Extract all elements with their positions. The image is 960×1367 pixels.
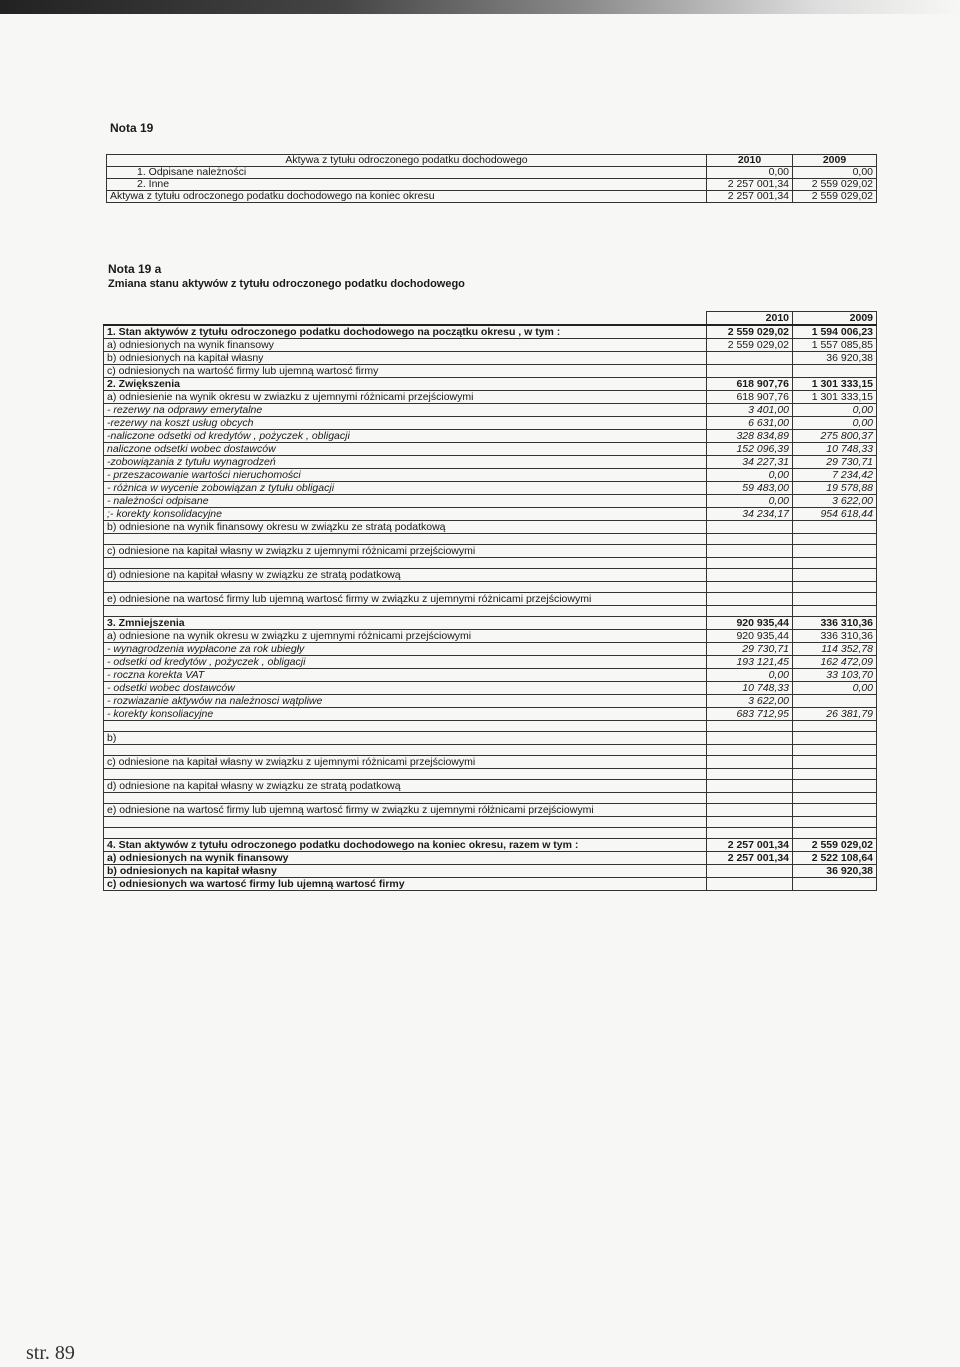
table-row xyxy=(104,852,877,865)
value-2010 xyxy=(707,865,793,878)
table-row xyxy=(104,708,877,721)
table-row xyxy=(104,545,877,558)
value-2010: 0,00 xyxy=(707,469,793,482)
table-row xyxy=(104,352,877,365)
value-2009: 336 310,36 xyxy=(793,630,877,643)
nota19a-title: Nota 19 a xyxy=(108,262,162,276)
empty-cell xyxy=(707,534,793,545)
row-label: c) odniesionych wa wartosć firmy lub ujemną wartosć firmy xyxy=(104,878,707,891)
value-2010: 3 622,00 xyxy=(707,695,793,708)
value-2010: 920 935,44 xyxy=(707,617,793,630)
empty-cell xyxy=(104,558,707,569)
value-2010: 29 730,71 xyxy=(707,643,793,656)
row-label: b) odniesionych na kapitał własny xyxy=(104,352,707,365)
value-2010: 152 096,39 xyxy=(707,443,793,456)
value-2010: 2 257 001,34 xyxy=(707,839,793,852)
value-2010: 2 257 001,34 xyxy=(707,852,793,865)
value-2010 xyxy=(707,352,793,365)
spacer-row xyxy=(104,828,877,839)
value-2010 xyxy=(707,545,793,558)
nota19-header-label: Aktywa z tytułu odroczonego podatku dochodowego xyxy=(107,155,707,167)
value-2010: 10 748,33 xyxy=(707,682,793,695)
page-number: str. 89 xyxy=(26,1342,75,1364)
empty-cell xyxy=(707,745,793,756)
value-2009: 0,00 xyxy=(793,404,877,417)
value-2010 xyxy=(707,732,793,745)
table-row xyxy=(104,839,877,852)
nota19-table xyxy=(106,154,877,203)
empty-cell xyxy=(793,793,877,804)
value-2010 xyxy=(707,569,793,582)
value-2009: 10 748,33 xyxy=(793,443,877,456)
empty-cell xyxy=(104,828,707,839)
table-row xyxy=(104,878,877,891)
row-label: - rozwiazanie aktywów na należnosci wątpliwe xyxy=(104,695,707,708)
value-2009 xyxy=(793,593,877,606)
row-label: 2. Inne xyxy=(107,179,707,191)
value-2010: 34 234,17 xyxy=(707,508,793,521)
empty-cell xyxy=(707,769,793,780)
empty-cell xyxy=(707,582,793,593)
table-row xyxy=(107,155,877,167)
empty-cell xyxy=(707,828,793,839)
table-row xyxy=(104,682,877,695)
table-row xyxy=(104,456,877,469)
value-2009: 0,00 xyxy=(793,167,877,179)
empty-cell xyxy=(104,721,707,732)
table-row xyxy=(104,617,877,630)
value-2009: 954 618,44 xyxy=(793,508,877,521)
spacer-row xyxy=(104,817,877,828)
value-2009: 1 594 006,23 xyxy=(793,325,877,339)
value-2010 xyxy=(707,521,793,534)
value-2009 xyxy=(793,780,877,793)
nota19a-header-2010: 2010 xyxy=(707,312,793,326)
row-label: - roczna korekta VAT xyxy=(104,669,707,682)
value-2009: 162 472,09 xyxy=(793,656,877,669)
nota19a-subtitle: Zmiana stanu aktywów z tytułu odroczonego podatku dochodowego xyxy=(108,278,465,290)
row-label: d) odniesione na kapitał własny w związku ze stratą podatkową xyxy=(104,780,707,793)
table-row xyxy=(104,404,877,417)
value-2010: 618 907,76 xyxy=(707,391,793,404)
value-2010: 0,00 xyxy=(707,167,793,179)
empty-cell xyxy=(707,817,793,828)
table-row xyxy=(104,780,877,793)
table-row xyxy=(104,593,877,606)
value-2010: 618 907,76 xyxy=(707,378,793,391)
table-row xyxy=(104,312,877,326)
value-2009: 336 310,36 xyxy=(793,617,877,630)
table-row xyxy=(104,643,877,656)
empty-cell xyxy=(793,769,877,780)
value-2009: 36 920,38 xyxy=(793,352,877,365)
spacer-row xyxy=(104,534,877,545)
table-row xyxy=(104,443,877,456)
row-label: - odsetki od kredytów , pożyczek , obligacji xyxy=(104,656,707,669)
table-row xyxy=(107,191,877,203)
empty-cell xyxy=(793,558,877,569)
empty-cell xyxy=(104,745,707,756)
empty-cell xyxy=(104,606,707,617)
value-2010: 2 257 001,34 xyxy=(707,179,793,191)
empty-cell xyxy=(104,817,707,828)
value-2009: 275 800,37 xyxy=(793,430,877,443)
value-2009: 26 381,79 xyxy=(793,708,877,721)
row-label: naliczone odsetki wobec dostawców xyxy=(104,443,707,456)
spacer-row xyxy=(104,793,877,804)
row-label: - wynagrodzenia wypłacone za rok ubiegły xyxy=(104,643,707,656)
value-2009: 1 557 085,85 xyxy=(793,339,877,352)
scan-top-shadow xyxy=(0,0,960,14)
empty-cell xyxy=(793,534,877,545)
table-row xyxy=(104,669,877,682)
row-label: a) odniesionych na wynik finansowy xyxy=(104,852,707,865)
value-2009: 2 522 108,64 xyxy=(793,852,877,865)
value-2009: 2 559 029,02 xyxy=(793,191,877,203)
row-label: c) odniesionych na wartość firmy lub ujemną wartosć firmy xyxy=(104,365,707,378)
value-2009 xyxy=(793,695,877,708)
row-label: -naliczone odsetki od kredytów , pożyczek , obligacji xyxy=(104,430,707,443)
empty-cell xyxy=(104,769,707,780)
value-2009 xyxy=(793,521,877,534)
value-2009: 1 301 333,15 xyxy=(793,391,877,404)
empty-cell xyxy=(707,558,793,569)
row-label: -rezerwy na koszt usług obcych xyxy=(104,417,707,430)
row-label: Aktywa z tytułu odroczonego podatku dochodowego na koniec okresu xyxy=(107,191,707,203)
value-2009: 36 920,38 xyxy=(793,865,877,878)
value-2010: 6 631,00 xyxy=(707,417,793,430)
value-2009: 114 352,78 xyxy=(793,643,877,656)
value-2009: 2 559 029,02 xyxy=(793,839,877,852)
value-2010: 328 834,89 xyxy=(707,430,793,443)
row-label: - różnica w wycenie zobowiązan z tytułu obligacji xyxy=(104,482,707,495)
table-row xyxy=(104,865,877,878)
spacer-row xyxy=(104,721,877,732)
value-2010: 0,00 xyxy=(707,669,793,682)
value-2010: 920 935,44 xyxy=(707,630,793,643)
value-2010: 2 559 029,02 xyxy=(707,339,793,352)
value-2009: 1 301 333,15 xyxy=(793,378,877,391)
table-row xyxy=(104,469,877,482)
empty-cell xyxy=(793,745,877,756)
row-label: c) odniesione na kapitał własny w związku z ujemnymi różnicami przejściowymi xyxy=(104,545,707,558)
empty-cell xyxy=(793,828,877,839)
row-label: b) odniesione na wynik finansowy okresu w związku ze stratą podatkową xyxy=(104,521,707,534)
row-label: - odsetki wobec dostawców xyxy=(104,682,707,695)
value-2010 xyxy=(707,878,793,891)
row-label: b) odniesionych na kapitał własny xyxy=(104,865,707,878)
table-row xyxy=(104,325,877,339)
row-label: b) xyxy=(104,732,707,745)
value-2009 xyxy=(793,732,877,745)
table-row xyxy=(104,378,877,391)
value-2010: 59 483,00 xyxy=(707,482,793,495)
table-row xyxy=(104,365,877,378)
value-2010 xyxy=(707,365,793,378)
table-row xyxy=(104,695,877,708)
row-label: c) odniesione na kapitał własny w związku z ujemnymi różnicami przejściowymi xyxy=(104,756,707,769)
value-2009: 0,00 xyxy=(793,417,877,430)
empty-cell xyxy=(104,534,707,545)
row-label: e) odniesione na wartosć firmy lub ujemną wartosć firmy w związku z ujemnymi rółżnicami przejściowymi xyxy=(104,804,707,817)
table-row xyxy=(107,179,877,191)
value-2009: 3 622,00 xyxy=(793,495,877,508)
empty-cell xyxy=(104,582,707,593)
value-2010 xyxy=(707,593,793,606)
row-label: a) odniesienie na wynik okresu w zwiazku z ujemnymi różnicami przejściowymi xyxy=(104,391,707,404)
table-row xyxy=(104,508,877,521)
nota19-title: Nota 19 xyxy=(110,121,154,135)
value-2010: 3 401,00 xyxy=(707,404,793,417)
value-2009 xyxy=(793,569,877,582)
table-row xyxy=(104,656,877,669)
empty-cell xyxy=(793,606,877,617)
value-2009 xyxy=(793,756,877,769)
empty-cell xyxy=(104,793,707,804)
spacer-row xyxy=(104,606,877,617)
value-2009 xyxy=(793,878,877,891)
value-2009: 29 730,71 xyxy=(793,456,877,469)
table-row xyxy=(104,482,877,495)
table-row xyxy=(104,339,877,352)
row-label: -zobowiązania z tytułu wynagrodzeń xyxy=(104,456,707,469)
row-label: 3. Zmniejszenia xyxy=(104,617,707,630)
value-2010: 34 227,31 xyxy=(707,456,793,469)
empty-cell xyxy=(707,606,793,617)
value-2010: 0,00 xyxy=(707,495,793,508)
table-row xyxy=(104,521,877,534)
value-2010: 2 559 029,02 xyxy=(707,325,793,339)
value-2009: 19 578,88 xyxy=(793,482,877,495)
table-row xyxy=(104,756,877,769)
row-label: a) odniesione na wynik okresu w związku z ujemnymi różnicami przejściowymi xyxy=(104,630,707,643)
row-label: - przeszacowanie wartości nieruchomości xyxy=(104,469,707,482)
value-2009: 33 103,70 xyxy=(793,669,877,682)
value-2010: 193 121,45 xyxy=(707,656,793,669)
nota19a-header-2009: 2009 xyxy=(793,312,877,326)
nota19-header-2010: 2010 xyxy=(707,155,793,167)
table-row xyxy=(104,732,877,745)
value-2010 xyxy=(707,804,793,817)
value-2009 xyxy=(793,545,877,558)
row-label: - należności odpisane xyxy=(104,495,707,508)
row-label: d) odniesione na kapitał własny w związku ze stratą podatkową xyxy=(104,569,707,582)
spacer-row xyxy=(104,745,877,756)
table-row xyxy=(104,569,877,582)
value-2009 xyxy=(793,365,877,378)
empty-cell xyxy=(707,793,793,804)
table-row xyxy=(104,495,877,508)
table-row xyxy=(104,430,877,443)
value-2009 xyxy=(793,804,877,817)
row-label: 1. Odpisane należności xyxy=(107,167,707,179)
nota19-header-2009: 2009 xyxy=(793,155,877,167)
row-label: 2. Zwiększenia xyxy=(104,378,707,391)
table-row xyxy=(104,417,877,430)
empty-cell xyxy=(793,582,877,593)
value-2010 xyxy=(707,756,793,769)
value-2010 xyxy=(707,780,793,793)
table-row xyxy=(107,167,877,179)
value-2010: 683 712,95 xyxy=(707,708,793,721)
value-2009: 7 234,42 xyxy=(793,469,877,482)
nota19a-table xyxy=(103,311,877,891)
row-label: 4. Stan aktywów z tytułu odroczonego podatku dochodowego na koniec okresu, razem w tym : xyxy=(104,839,707,852)
row-label: - rezerwy na odprawy emerytalne xyxy=(104,404,707,417)
value-2009: 2 559 029,02 xyxy=(793,179,877,191)
empty-cell xyxy=(707,721,793,732)
table-row xyxy=(104,391,877,404)
row-label: 1. Stan aktywów z tytułu odroczonego podatku dochodowego na początku okresu , w tym : xyxy=(104,325,707,339)
spacer-row xyxy=(104,582,877,593)
row-label: a) odniesionych na wynik finansowy xyxy=(104,339,707,352)
row-label: e) odniesione na wartosć firmy lub ujemną wartosć firmy w związku z ujemnymi różnicami przejściowymi xyxy=(104,593,707,606)
spacer-row xyxy=(104,558,877,569)
empty-cell xyxy=(793,721,877,732)
table-row xyxy=(104,804,877,817)
empty-cell xyxy=(793,817,877,828)
value-2010: 2 257 001,34 xyxy=(707,191,793,203)
value-2009: 0,00 xyxy=(793,682,877,695)
row-label: ;- korekty konsolidacyjne xyxy=(104,508,707,521)
table-row xyxy=(104,630,877,643)
row-label: - korekty konsoliacyjne xyxy=(104,708,707,721)
spacer-row xyxy=(104,769,877,780)
